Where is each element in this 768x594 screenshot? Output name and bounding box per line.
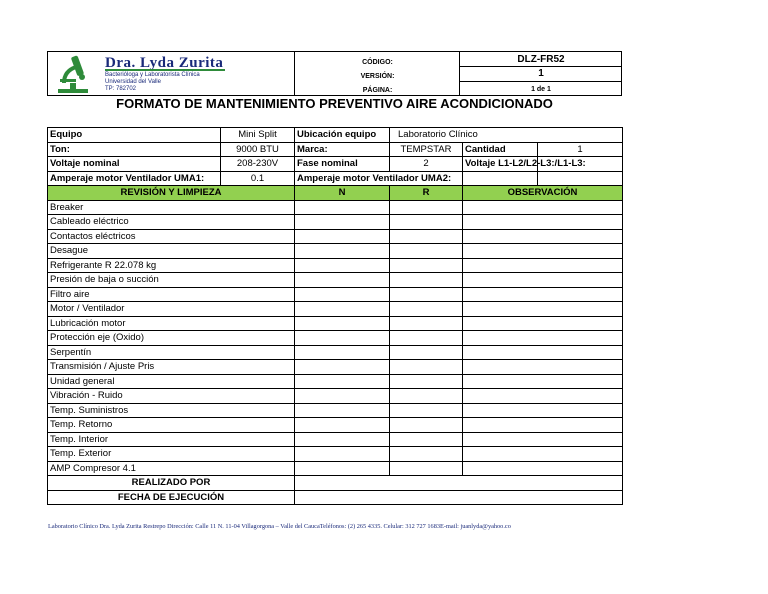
checklist-r-cell[interactable] — [390, 345, 463, 360]
checklist-r-cell[interactable] — [390, 229, 463, 244]
table-row — [48, 389, 623, 404]
table-row — [48, 128, 623, 143]
checklist-item-label: Serpentín — [48, 345, 295, 360]
table-row — [48, 229, 623, 244]
version-value: 1 — [538, 68, 544, 79]
checklist-observation-cell[interactable] — [463, 432, 623, 447]
brand-line-2: Universidad del Valle — [105, 79, 161, 85]
realizado-label: REALIZADO POR — [48, 476, 295, 491]
checklist-item-label: Temp. Suministros — [48, 403, 295, 418]
observacion-column-header: OBSERVACIÓN — [463, 186, 623, 201]
checklist-item-label: Filtro aire — [48, 287, 295, 302]
checklist-observation-cell[interactable] — [463, 200, 623, 215]
checklist-n-cell[interactable] — [295, 389, 390, 404]
checklist-observation-cell[interactable] — [463, 447, 623, 462]
fase-label: Fase nominal — [295, 157, 390, 172]
checklist-observation-cell[interactable] — [463, 345, 623, 360]
pagina-value: 1 de 1 — [531, 86, 551, 93]
checklist-r-cell[interactable] — [390, 432, 463, 447]
voltaje-value[interactable]: 208-230V — [221, 157, 295, 172]
checklist-observation-cell[interactable] — [463, 229, 623, 244]
checklist-r-cell[interactable] — [390, 374, 463, 389]
checklist-n-cell[interactable] — [295, 345, 390, 360]
equipo-value[interactable]: Mini Split — [221, 128, 295, 143]
checklist-item-label: Desague — [48, 244, 295, 259]
checklist-r-cell[interactable] — [390, 316, 463, 331]
ubicacion-label: Ubicación equipo — [295, 128, 390, 143]
equipo-label: Equipo — [48, 128, 221, 143]
checklist-n-cell[interactable] — [295, 432, 390, 447]
checklist-n-cell[interactable] — [295, 447, 390, 462]
checklist-n-cell[interactable] — [295, 287, 390, 302]
marca-label: Marca: — [295, 142, 390, 157]
checklist-n-cell[interactable] — [295, 229, 390, 244]
header-divider — [460, 81, 622, 82]
checklist-item-label: Transmisión / Ajuste Pris — [48, 360, 295, 375]
checklist-r-cell[interactable] — [390, 287, 463, 302]
checklist-item-label: Unidad general — [48, 374, 295, 389]
checklist-item-label: AMP Compresor 4.1 — [48, 461, 295, 476]
brand-name: Dra. Lyda Zurita — [105, 55, 224, 71]
version-label: VERSIÓN: — [360, 73, 395, 80]
checklist-n-cell[interactable] — [295, 302, 390, 317]
table-row — [48, 461, 623, 476]
table-row — [48, 447, 623, 462]
checklist-observation-cell[interactable] — [463, 374, 623, 389]
checklist-r-cell[interactable] — [390, 244, 463, 259]
ton-label: Ton: — [48, 142, 221, 157]
checklist-n-cell[interactable] — [295, 215, 390, 230]
checklist-item-label: Presión de baja o succión — [48, 273, 295, 288]
table-row — [48, 374, 623, 389]
checklist-r-cell[interactable] — [390, 331, 463, 346]
codigo-value: DLZ-FR52 — [517, 54, 565, 65]
checklist-n-cell[interactable] — [295, 418, 390, 433]
checklist-observation-cell[interactable] — [463, 287, 623, 302]
checklist-n-cell[interactable] — [295, 244, 390, 259]
checklist-observation-cell[interactable] — [463, 316, 623, 331]
pagina-label: PÁGINA: — [362, 87, 393, 94]
checklist-observation-cell[interactable] — [463, 389, 623, 404]
revision-column-header: REVISIÓN Y LIMPIEZA — [48, 186, 295, 201]
table-row — [48, 200, 623, 215]
checklist-observation-cell[interactable] — [463, 403, 623, 418]
uma1-value[interactable]: 0.1 — [221, 171, 295, 186]
checklist-observation-cell[interactable] — [463, 418, 623, 433]
maintenance-table — [47, 127, 623, 505]
uma2-value[interactable] — [463, 171, 538, 186]
checklist-n-cell[interactable] — [295, 258, 390, 273]
ton-value[interactable]: 9000 BTU — [221, 142, 295, 157]
checklist-r-cell[interactable] — [390, 418, 463, 433]
checklist-r-cell[interactable] — [390, 461, 463, 476]
checklist-r-cell[interactable] — [390, 273, 463, 288]
checklist-r-cell[interactable] — [390, 389, 463, 404]
checklist-item-label: Refrigerante R 22.078 kg — [48, 258, 295, 273]
table-row — [48, 142, 623, 157]
checklist-item-label: Breaker — [48, 200, 295, 215]
checklist-observation-cell[interactable] — [463, 331, 623, 346]
table-row — [48, 258, 623, 273]
table-row — [48, 331, 623, 346]
checklist-n-cell[interactable] — [295, 461, 390, 476]
form-title: FORMATO DE MANTENIMIENTO PREVENTIVO AIRE ACONDICIONADO — [116, 96, 553, 111]
checklist-item-label: Protección eje (Oxido) — [48, 331, 295, 346]
checklist-item-label: Contactos eléctricos — [48, 229, 295, 244]
table-row — [48, 215, 623, 230]
uma2-extra[interactable] — [538, 171, 623, 186]
checklist-item-label: Motor / Ventilador — [48, 302, 295, 317]
footer-contact: Laboratorio Clínico Dra. Lyda Zurita Restrepo Dirección: Calle 11 N. 11-04 Villagorgona – Valle del CaucaTeléfonos: (2) 265 4335. Celular: 312 727 1683E-mail: juanlyda@yahoo.co — [48, 523, 511, 530]
header-labels — [295, 52, 460, 96]
checklist-n-cell[interactable] — [295, 374, 390, 389]
uma1-label: Amperaje motor Ventilador UMA1: — [48, 171, 221, 186]
checklist-observation-cell[interactable] — [463, 461, 623, 476]
checklist-observation-cell[interactable] — [463, 273, 623, 288]
checklist-n-cell[interactable] — [295, 273, 390, 288]
checklist-r-cell[interactable] — [390, 200, 463, 215]
uma2-label: Amperaje motor Ventilador UMA2: — [295, 171, 463, 186]
cantidad-label: Cantidad — [463, 142, 538, 157]
checklist-n-cell[interactable] — [295, 331, 390, 346]
checklist-r-cell[interactable] — [390, 258, 463, 273]
brand-line-1: Bacterióloga y Laboratorista Clínica — [105, 72, 200, 78]
r-column-header: R — [390, 186, 463, 201]
table-row — [48, 403, 623, 418]
checklist-r-cell[interactable] — [390, 447, 463, 462]
checklist-observation-cell[interactable] — [463, 258, 623, 273]
marca-value[interactable]: TEMPSTAR — [390, 142, 463, 157]
table-row — [48, 316, 623, 331]
ubicacion-value[interactable]: Laboratorio Clínico — [390, 128, 623, 143]
checklist-item-label: Cableado eléctrico — [48, 215, 295, 230]
realizado-value[interactable] — [295, 476, 623, 491]
n-column-header: N — [295, 186, 390, 201]
codigo-label: CÓDIGO: — [362, 59, 393, 66]
table-row — [48, 418, 623, 433]
table-row — [48, 273, 623, 288]
table-row — [48, 476, 623, 491]
checklist-item-label: Vibración - Ruido — [48, 389, 295, 404]
checklist-r-cell[interactable] — [390, 360, 463, 375]
checklist-item-label: Lubricación motor — [48, 316, 295, 331]
checklist-n-cell[interactable] — [295, 360, 390, 375]
checklist-r-cell[interactable] — [390, 215, 463, 230]
table-row — [48, 345, 623, 360]
voltaje-label: Voltaje nominal — [48, 157, 221, 172]
header-values — [460, 52, 622, 96]
table-row — [48, 244, 623, 259]
checklist-n-cell[interactable] — [295, 316, 390, 331]
fase-value[interactable]: 2 — [390, 157, 463, 172]
table-row — [48, 302, 623, 317]
table-row — [48, 360, 623, 375]
brand-line-3: TP: 782702 — [105, 86, 137, 92]
checklist-r-cell[interactable] — [390, 302, 463, 317]
cantidad-value[interactable]: 1 — [538, 142, 623, 157]
table-row — [48, 171, 623, 186]
table-row — [48, 490, 623, 505]
checklist-observation-cell[interactable] — [463, 215, 623, 230]
header-divider — [460, 66, 622, 67]
fecha-label: FECHA DE EJECUCIÓN — [48, 490, 295, 505]
brand-underline — [105, 69, 225, 71]
checklist-observation-cell[interactable] — [463, 360, 623, 375]
checklist-r-cell[interactable] — [390, 403, 463, 418]
checklist-observation-cell[interactable] — [463, 302, 623, 317]
checklist-item-label: Temp. Retorno — [48, 418, 295, 433]
table-row — [48, 157, 623, 172]
document-header — [47, 51, 622, 96]
column-header-row — [48, 186, 623, 201]
fecha-value[interactable] — [295, 490, 623, 505]
microscope-logo-icon — [54, 53, 100, 95]
checklist-item-label: Temp. Exterior — [48, 447, 295, 462]
checklist-n-cell[interactable] — [295, 200, 390, 215]
table-row — [48, 432, 623, 447]
checklist-n-cell[interactable] — [295, 403, 390, 418]
checklist-observation-cell[interactable] — [463, 244, 623, 259]
logo-block — [48, 52, 295, 96]
checklist-item-label: Temp. Interior — [48, 432, 295, 447]
table-row — [48, 287, 623, 302]
voltaje-lineas-label: Voltaje L1-L2/L2-L3:/L1-L3: — [463, 157, 538, 172]
